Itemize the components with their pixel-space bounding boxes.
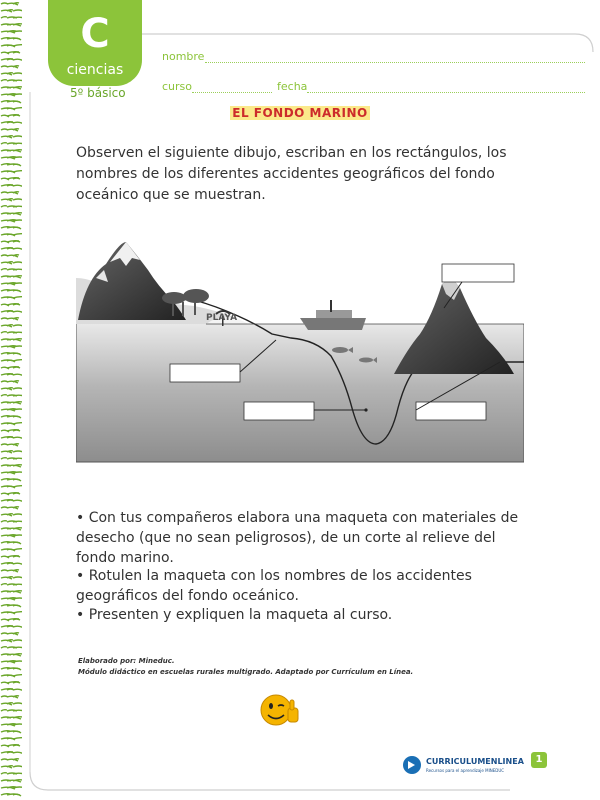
date-field-label: fecha xyxy=(277,80,308,93)
activity-bullet-3: • Presenten y expliquen la maqueta al curso. xyxy=(76,607,393,623)
course-field-line[interactable] xyxy=(192,92,272,93)
footer-brand-subtitle: Recursos para el aprendizaje MINEDUC xyxy=(426,768,505,773)
label-box-ridge[interactable] xyxy=(416,402,486,420)
subject-name: ciencias xyxy=(66,62,124,78)
activity-bullet-1: • Con tus compañeros elabora una maqueta con materiales de desecho (que no sean peligrosos), de un corte al relieve del fondo marino. xyxy=(76,510,519,566)
page-number: 1 xyxy=(531,752,547,768)
label-box-continental-shelf[interactable] xyxy=(170,364,240,382)
credits-author: Elaborado por: Mineduc. xyxy=(78,657,175,665)
name-field-line[interactable] xyxy=(205,62,585,63)
label-box-island[interactable] xyxy=(442,264,514,282)
grade-label: 5º básico xyxy=(70,86,126,100)
instructions-text: Observen el siguiente dibujo, escriban en los rectángulos, los nombres de los diferentes accidentes geográficos del fondo oceánico que se muestran. xyxy=(76,145,507,203)
thumbs-up-smiley-icon xyxy=(258,690,302,730)
name-field-label: nombre xyxy=(162,50,205,63)
date-field-line[interactable] xyxy=(307,92,585,93)
beach-label: PLAYA xyxy=(206,313,238,323)
credits-module: Módulo didáctico en escuelas rurales multigrado. Adaptado por Currículum en Línea. xyxy=(78,668,414,676)
subject-letter: C xyxy=(80,11,110,57)
course-field-label: curso xyxy=(162,80,193,93)
curriculum-logo-icon xyxy=(402,755,422,775)
grass-border-decoration xyxy=(0,0,22,800)
label-box-trench[interactable] xyxy=(244,402,314,420)
footer-brand: CURRICULUMENLINEA xyxy=(426,757,524,766)
page-title: EL FONDO MARINO xyxy=(232,106,368,120)
ocean-floor-illustration xyxy=(76,238,524,464)
activity-bullet-2: • Rotulen la maqueta con los nombres de los accidentes geográficos del fondo oceánico. xyxy=(76,568,472,604)
